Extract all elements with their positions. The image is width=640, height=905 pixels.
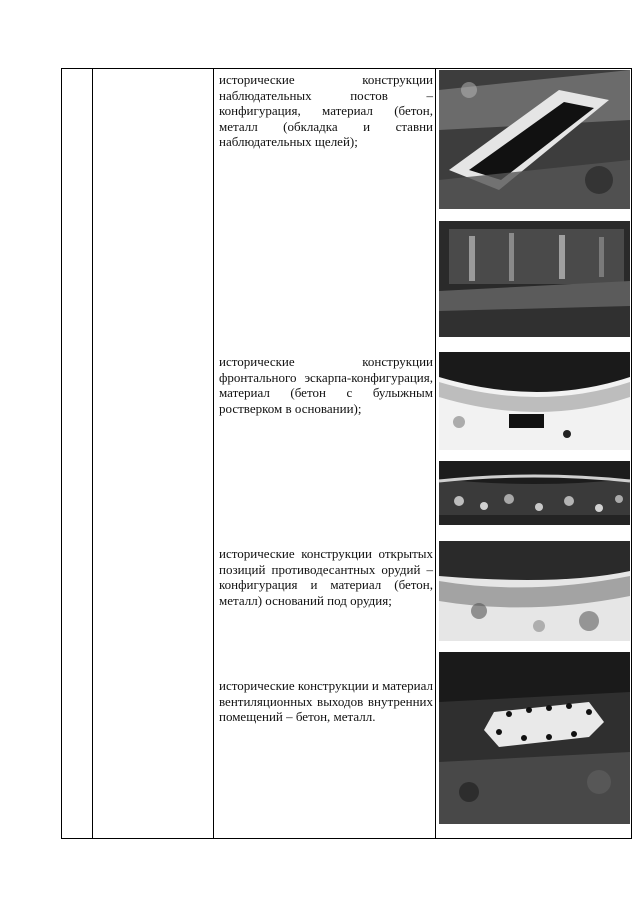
column-divider-2	[213, 69, 214, 838]
feature-description-ventilation: исторические конструкции и материал вентиляционных выходов внутренних помещений – бетон, металл.	[219, 678, 433, 724]
column-divider-3	[435, 69, 436, 838]
document-table	[61, 68, 632, 839]
feature-description-gun-positions: исторические конструкции открытых позиций противодесантных орудий – конфигурация и материал (бетон, металл) оснований под орудия;	[219, 546, 433, 608]
column-divider-1	[92, 69, 93, 838]
observation-post-photo	[439, 70, 630, 209]
ventilation-outlet-photo	[439, 652, 630, 824]
frontal-escarp-photo	[439, 352, 630, 450]
gun-position-photo	[439, 541, 630, 641]
feature-description-frontal-escarp: исторические конструкции фронтального эскарпа-конфигурация, материал (бетон с булыжным ростверком в основании);	[219, 354, 433, 416]
observation-slit-wall-photo	[439, 221, 630, 337]
feature-description-observation-posts: исторические конструкции наблюдательных постов – конфигурация, материал (бетон, металл (обкладка и ставни наблюдательных щелей);	[219, 72, 433, 149]
cobblestone-base-photo	[439, 461, 630, 525]
